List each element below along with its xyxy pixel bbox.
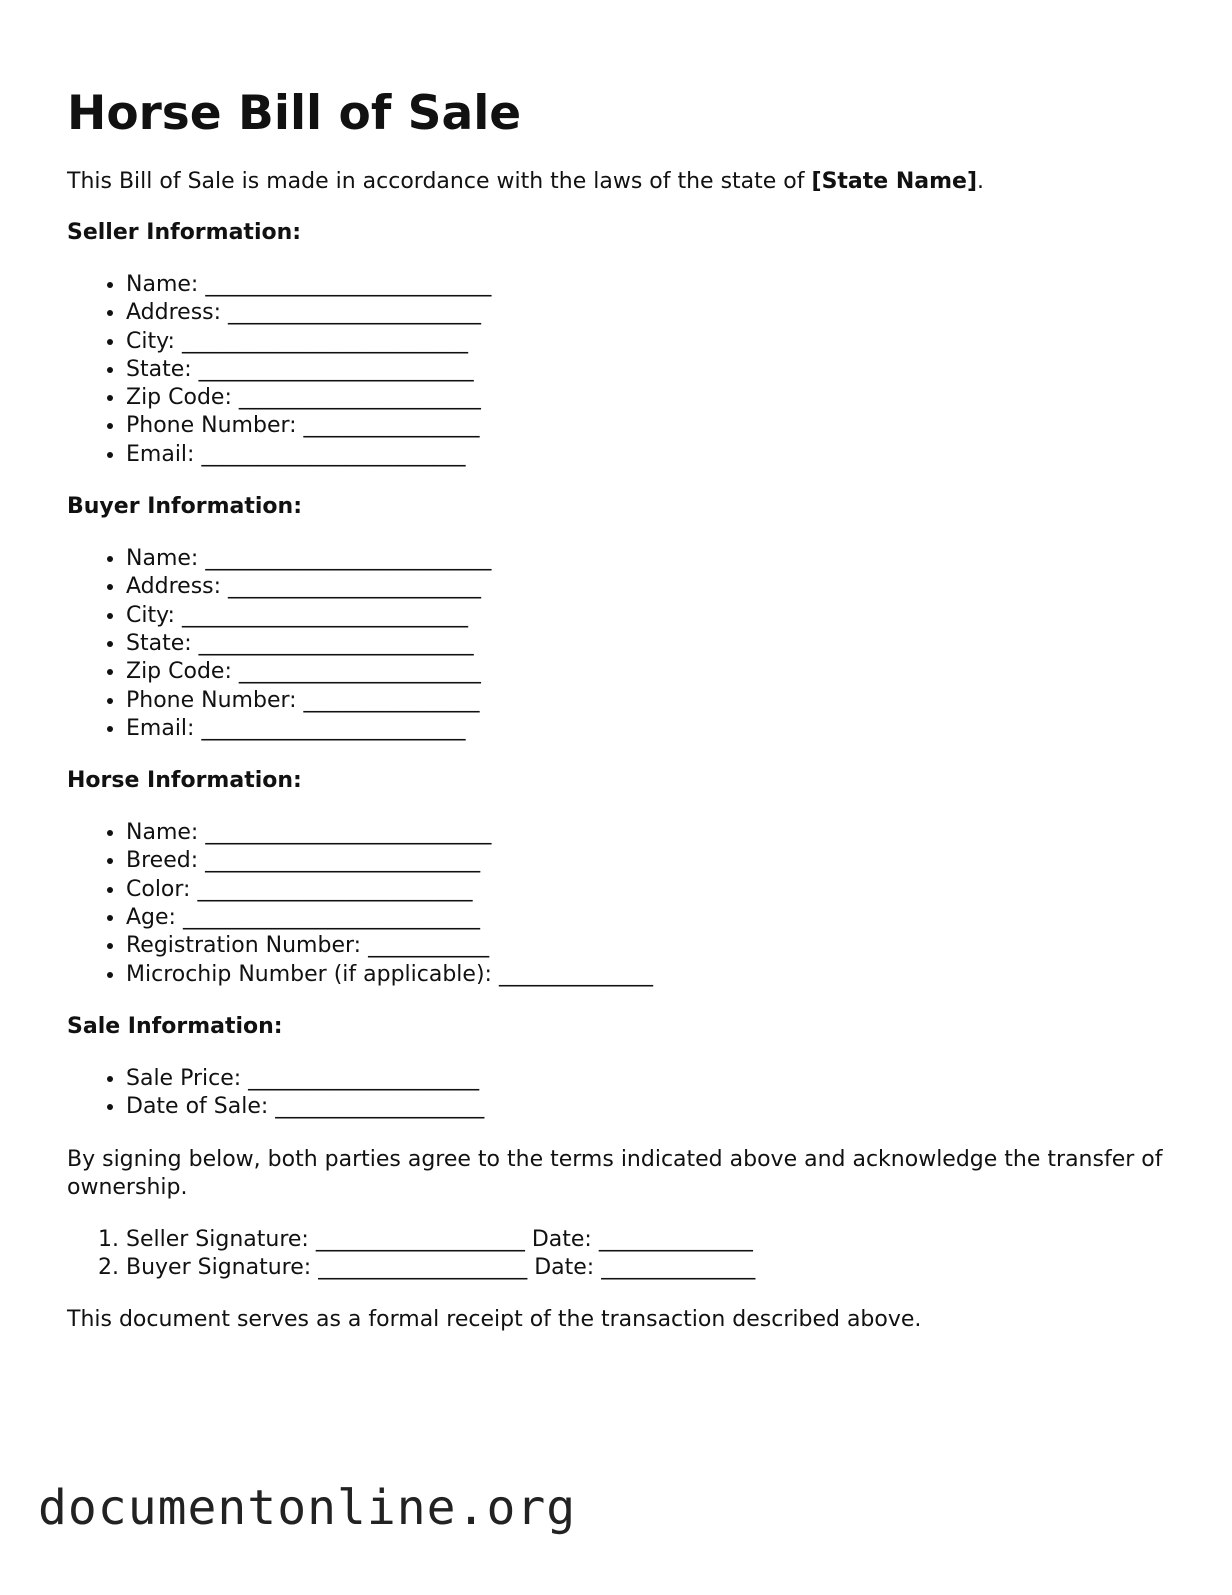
bill-of-sale-document [67,84,1167,1334]
intro-paragraph [67,168,1167,196]
seller-fields [67,271,1167,469]
receipt-paragraph: This document serves as a formal receipt of the transaction described above. [67,1307,922,1333]
fill-blank[interactable]: ________________ [303,413,480,439]
fill-blank[interactable]: _________________________ [197,876,473,902]
field-label: Registration Number: [126,933,362,959]
seller-email-field[interactable] [126,441,1167,469]
field-label: Email: [126,441,195,467]
state-name-placeholder: [State Name] [811,169,978,194]
seller-heading: Seller Information: [67,220,302,245]
fill-blank[interactable]: _________________________ [205,848,481,874]
seller-city-field[interactable] [126,328,1167,356]
fill-blank[interactable]: ______________________ [238,385,481,411]
field-label: Address: [126,574,222,600]
field-label: Phone Number: [126,687,297,713]
field-label: Email: [126,715,195,741]
agreement-paragraph: By signing below, both parties agree to the terms indicated above and acknowledge the transfer of ownership. [67,1146,1163,1200]
field-label: Date of Sale: [126,1094,269,1120]
fill-blank[interactable]: _____________________ [248,1065,480,1091]
fill-blank[interactable]: ________________________ [201,715,466,741]
field-label: City: [126,328,175,354]
buyer-zip-field[interactable] [126,658,1167,686]
field-label: Zip Code: [126,385,232,411]
sale-heading: Sale Information: [67,1013,283,1039]
fill-blank[interactable]: _______________________ [228,574,482,600]
field-label: State: [126,356,192,382]
horse-age-field[interactable] [126,904,1167,932]
buyer-name-field[interactable] [126,545,1167,573]
signature-blank[interactable]: ___________________ [318,1254,528,1280]
buyer-fields [67,545,1167,743]
fill-blank[interactable]: __________________________ [181,328,468,354]
field-label: Age: [126,905,176,931]
buyer-email-field[interactable] [126,715,1167,743]
fill-blank[interactable]: ________________ [303,687,480,713]
fill-blank[interactable]: ________________________ [201,441,466,467]
field-label: Color: [126,876,191,902]
buyer-state-field[interactable] [126,630,1167,658]
sale-fields [67,1065,1167,1122]
fill-blank[interactable]: ___________________ [275,1094,485,1120]
fill-blank[interactable]: __________________________ [205,272,492,297]
signature-blank[interactable]: ___________________ [315,1226,525,1252]
seller-phone-field[interactable] [126,412,1167,440]
field-label: Phone Number: [126,413,297,439]
signature-label: Seller Signature: [126,1226,309,1252]
seller-state-field[interactable] [126,356,1167,384]
buyer-phone-field[interactable] [126,687,1167,715]
horse-fields [67,819,1167,989]
field-label: Zip Code: [126,659,232,685]
date-label: Date: [531,1226,592,1252]
sale-date-field[interactable] [126,1093,1167,1121]
seller-zip-field[interactable] [126,384,1167,412]
intro-period: . [977,169,985,194]
fill-blank[interactable]: ______________________ [238,659,481,685]
buyer-heading: Buyer Information: [67,494,302,520]
date-blank[interactable]: ______________ [601,1254,756,1280]
field-label: Sale Price: [126,1065,242,1091]
fill-blank[interactable]: _______________________ [228,300,482,326]
buyer-address-field[interactable] [126,573,1167,601]
sale-price-field[interactable] [126,1065,1167,1093]
horse-microchip-field[interactable] [126,961,1167,989]
seller-signature-line[interactable] [126,1226,1167,1254]
fill-blank[interactable]: ______________ [498,961,653,987]
field-label: Microchip Number (if applicable): [126,961,492,987]
horse-color-field[interactable] [126,876,1167,904]
fill-blank[interactable]: ___________ [368,933,490,959]
horse-heading: Horse Information: [67,768,302,794]
fill-blank[interactable]: _________________________ [198,630,474,656]
date-blank[interactable]: ______________ [598,1226,753,1252]
field-label: City: [126,602,175,628]
fill-blank[interactable]: __________________________ [181,602,468,628]
document-title: Horse Bill of Sale [67,86,522,141]
field-label: Name: [126,546,199,572]
fill-blank[interactable]: __________________________ [205,820,492,846]
horse-registration-field[interactable] [126,932,1167,960]
field-label: Name: [126,820,199,846]
field-label: State: [126,630,192,656]
signature-label: Buyer Signature: [126,1254,312,1280]
signature-list [67,1226,1167,1283]
seller-address-field[interactable] [126,299,1167,327]
date-label: Date: [534,1254,595,1280]
intro-text: This Bill of Sale is made in accordance with the laws of the state of [67,169,812,194]
fill-blank[interactable]: ___________________________ [182,905,480,931]
horse-breed-field[interactable] [126,847,1167,875]
watermark: documentonline.org [38,1480,577,1536]
field-label: Address: [126,300,222,326]
horse-name-field[interactable] [126,819,1167,847]
fill-blank[interactable]: __________________________ [205,546,492,572]
buyer-city-field[interactable] [126,602,1167,630]
buyer-signature-line[interactable] [126,1254,1167,1282]
seller-name-field[interactable] [126,271,1167,299]
fill-blank[interactable]: _________________________ [198,356,474,382]
field-label: Breed: [126,848,199,874]
field-label: Name: [126,272,199,297]
